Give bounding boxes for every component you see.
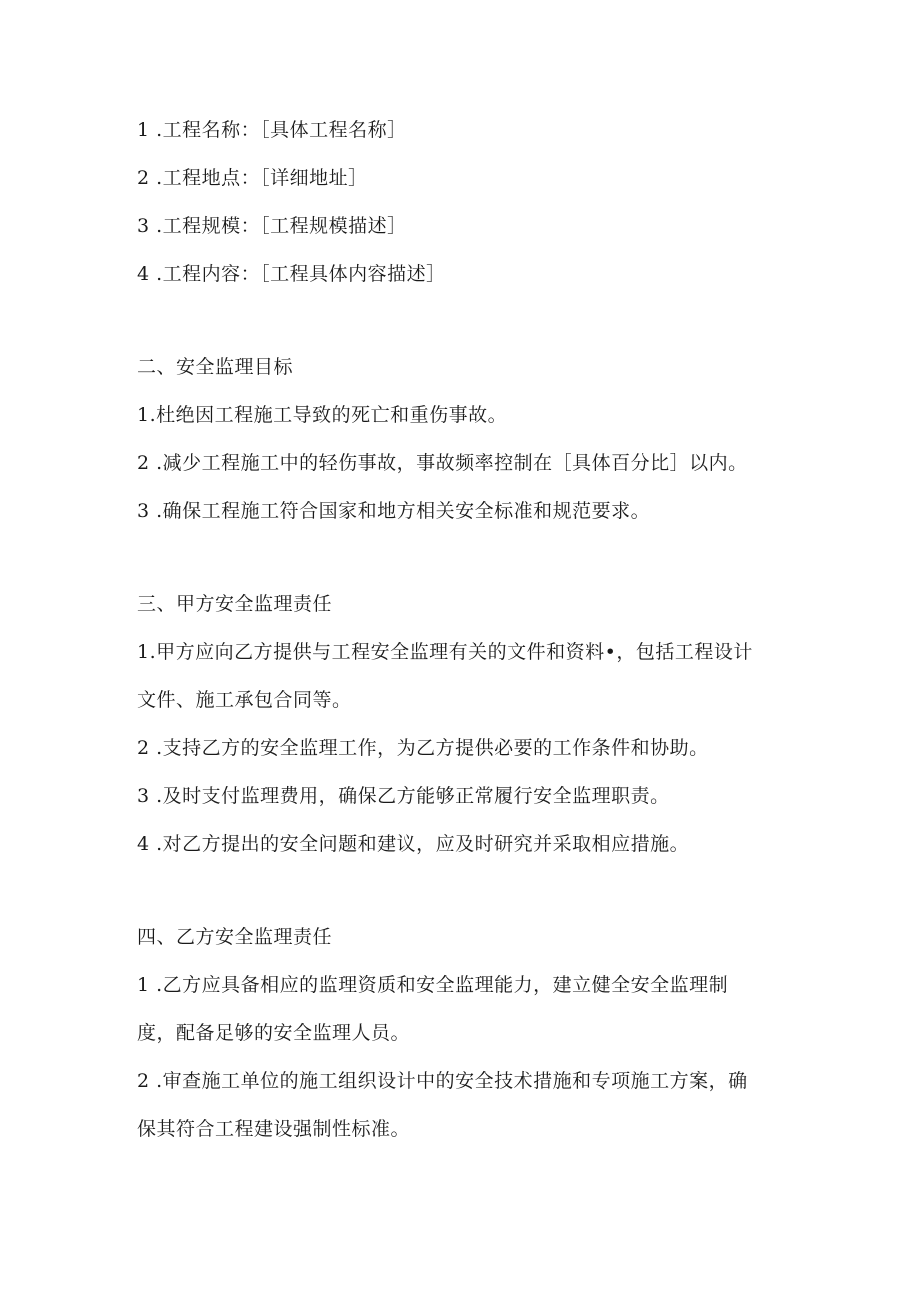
section-3-item-1-line-2: 文件、施工承包合同等。 — [137, 689, 352, 711]
section-3-heading: 三、甲方安全监理责任 — [137, 593, 333, 615]
section-4-item-2-line-1: 2 .审查施工单位的施工组织设计中的安全技术措施和专项施工方案，确 — [137, 1070, 748, 1092]
section-4-item-2-line-2: 保其符合工程建设强制性标准。 — [137, 1118, 411, 1140]
section-4-item-1-line-2: 度，配备足够的安全监理人员。 — [137, 1022, 411, 1044]
section-3-item-4: 4 .对乙方提出的安全问题和建议，应及时研究并采取相应措施。 — [137, 833, 690, 855]
project-location-line: 2 .工程地点：［详细地址］ — [137, 167, 368, 189]
section-3-item-2: 2 .支持乙方的安全监理工作，为乙方提供必要的工作条件和协助。 — [137, 737, 709, 759]
section-4-item-1-line-1: 1 .乙方应具备相应的监理资质和安全监理能力，建立健全安全监理制 — [137, 974, 729, 996]
section-2-heading: 二、安全监理目标 — [137, 356, 294, 378]
section-4-heading: 四、乙方安全监理责任 — [137, 926, 333, 948]
project-scale-line: 3 .工程规模：［工程规模描述］ — [137, 215, 407, 237]
section-2-item-2: 2 .减少工程施工中的轻伤事故，事故频率控制在［具体百分比］以内。 — [137, 452, 748, 474]
project-name-line: 1 .工程名称：［具体工程名称］ — [137, 119, 407, 141]
section-2-item-3: 3 .确保工程施工符合国家和地方相关安全标准和规范要求。 — [137, 500, 651, 522]
project-content-line: 4 .工程内容：［工程具体内容描述］ — [137, 263, 446, 285]
section-3-item-1-line-1: 1.甲方应向乙方提供与工程安全监理有关的文件和资料•，包括工程设计 — [137, 641, 753, 663]
section-2-item-1: 1.杜绝因工程施工导致的死亡和重伤事故。 — [137, 404, 508, 426]
section-3-item-3: 3 .及时支付监理费用，确保乙方能够正常履行安全监理职责。 — [137, 785, 670, 807]
